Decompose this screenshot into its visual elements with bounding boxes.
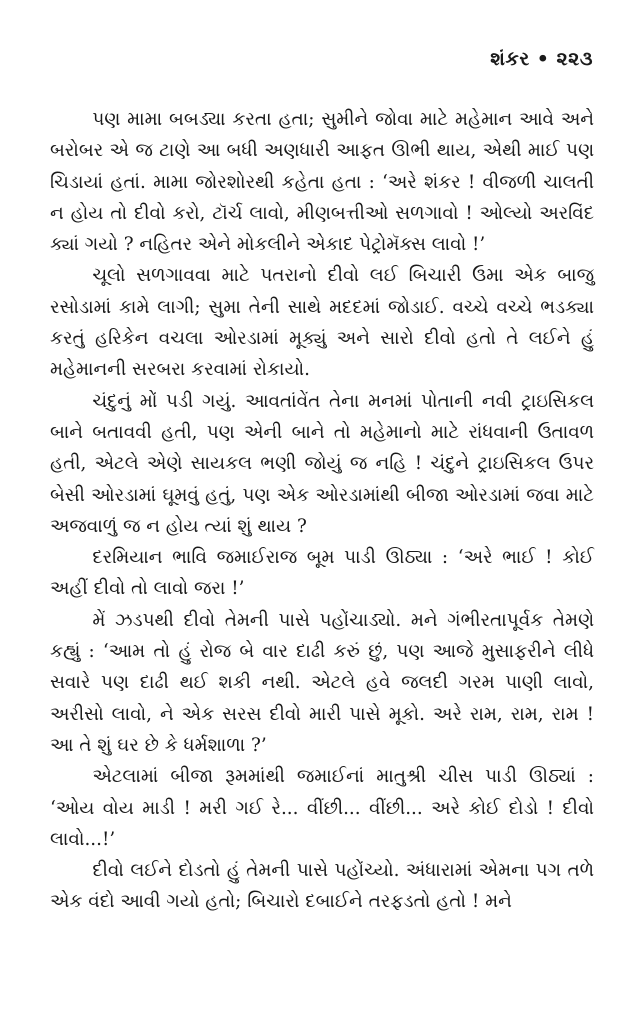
running-header: શંકર • ૨૨૩ — [490, 48, 593, 70]
paragraph: ચંદુનું મોં પડી ગયું. આવતાંવેંત તેના મનમાં પોતાની નવી ટ્રાઇસિકલ બાને બતાવવી હતી, પણ એની બાને તો મહેમાનો માટે રાંધવાની ઉતાવળ હતી, એટલે એણે સાયકલ ભણી જોયું જ નહિ ! ચંદુને ટ્રાઇસિકલ ઉપર બેસી ઓરડામાં ઘૂમવું હતું, પણ એક ઓરડામાંથી બીજા ઓરડામાં જવા માટે અજવાળું જ ન હોય ત્યાં શું થાય ? — [50, 390, 594, 537]
body-text — [50, 104, 594, 918]
paragraph: એટલામાં બીજા રૂમમાંથી જમાઈનાં માતુશ્રી ચીસ પાડી ઊઠ્યાં : ‘ઓય વોય માડી ! મરી ગઈ રે... વીંછી... વીંછી... અરે કોઈ દોડો ! દીવો લાવો...!’ — [50, 766, 594, 850]
paragraph: મેં ઝડપથી દીવો તેમની પાસે પહોંચાડ્યો. મને ગંભીરતાપૂર્વક તેમણે કહ્યું : ‘આમ તો હું રોજ બે વાર દાઢી કરું છું, પણ આજે મુસાફરીને લીધે સવારે પણ દાઢી થઈ શકી નથી. એટલે હવે જલદી ગરમ પાણી લાવો, અરીસો લાવો, ને એક સરસ દીવો મારી પાસે મૂકો. અરે રામ, રામ, રામ ! આ તે શું ઘર છે કે ધર્મશાળા ?’ — [50, 609, 594, 756]
paragraph: પણ મામા બબડ્યા કરતા હતા; સુમીને જોવા માટે મહેમાન આવે અને બરોબર એ જ ટાણે આ બધી અણધારી આફત ઊભી થાય, એથી માઈ પણ ચિડાયાં હતાં. મામા જોરશોરથી કહેતા હતા : ‘અરે શંકર ! વીજળી ચાલતી ન હોય તો દીવો કરો, ટૉર્ચ લાવો, મીણબત્તીઓ સળગાવો ! ઓલ્યો અરવિંદ ક્યાં ગયો ? નહિતર એને મોકલીને એકાદ પેટ્રોમૅક્સ લાવો !’ — [50, 109, 594, 256]
paragraph: ચૂલો સળગાવવા માટે પતરાનો દીવો લઈ બિચારી ઉમા એક બાજુ રસોડામાં કામે લાગી; સુમા તેની સાથે મદદમાં જોડાઈ. વચ્ચે વચ્ચે ભડક્યા કરતું હરિકેન વચલા ઓરડામાં મૂક્યું અને સારો દીવો હતો તે લઈને હું મહેમાનની સરબરા કરવામાં રોકાયો. — [50, 265, 594, 381]
paragraph: દીવો લઈને દોડતો હું તેમની પાસે પહોંચ્યો. અંધારામાં એમના પગ તળે એક વંદો આવી ગયો હતો; બિચારો દબાઈને તરફડતો હતો ! મને — [50, 860, 594, 913]
paragraph: દરમિયાન ભાવિ જમાઈરાજ બૂમ પાડી ઊઠ્યા : ‘અરે ભાઈ ! કોઈ અહીં દીવો તો લાવો જરા !’ — [50, 547, 594, 600]
